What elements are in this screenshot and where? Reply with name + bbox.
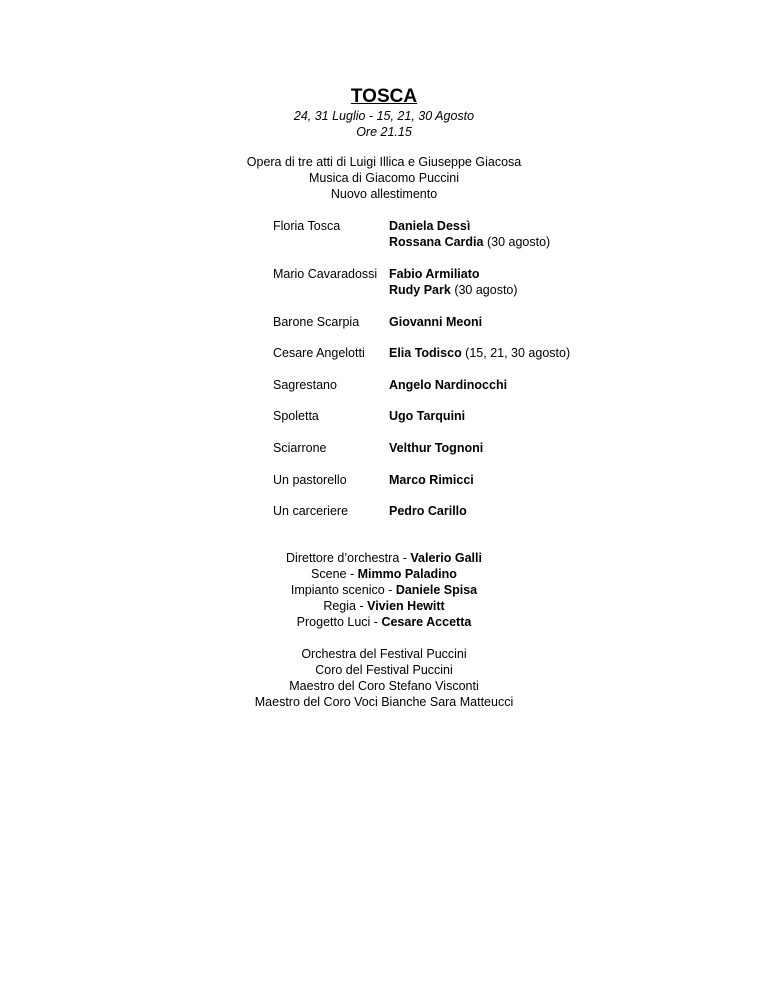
performer-name: Angelo Nardinocchi xyxy=(389,378,508,392)
credit-label: Impianto scenico - xyxy=(290,583,396,597)
performer xyxy=(389,377,653,393)
ensembles xyxy=(0,646,768,710)
performance-dates: 24, 31 Luglio - 15, 21, 30 Agosto xyxy=(293,109,475,123)
performer-list xyxy=(389,440,653,456)
performance-schedule xyxy=(0,108,768,140)
performer-list xyxy=(389,408,653,424)
role-name: Spoletta xyxy=(273,409,319,423)
performer-list xyxy=(389,472,653,488)
credit-conductor xyxy=(0,550,768,566)
page-title: TOSCA xyxy=(350,86,418,107)
credit-label: Regia - xyxy=(323,599,368,613)
performer-name: Elia Todisco xyxy=(389,346,462,360)
performer-list xyxy=(389,503,653,519)
credit-name: Vivien Hewitt xyxy=(367,599,445,613)
role-name: Cesare Angelotti xyxy=(273,346,365,360)
cast-row-un-carceriere xyxy=(273,503,653,535)
performer-name: Pedro Carillo xyxy=(389,504,467,518)
credit-sets xyxy=(0,566,768,582)
performer-list xyxy=(389,377,653,393)
performer-name: Giovanni Meoni xyxy=(389,315,483,329)
performance-time: Ore 21.15 xyxy=(356,125,412,139)
cast-row-mario-cavaradossi xyxy=(273,266,653,298)
performer xyxy=(389,440,653,456)
performer-note: (15, 21, 30 agosto) xyxy=(461,346,571,360)
opera-librettists: Opera di tre atti di Luigi Illica e Giuseppe Giacosa xyxy=(246,155,522,169)
opera-info xyxy=(0,154,768,202)
credit-name: Mimmo Paladino xyxy=(357,567,457,581)
performer xyxy=(389,472,653,488)
cast-row-spoletta xyxy=(273,408,653,440)
credit-director xyxy=(0,598,768,614)
role-name: Un carceriere xyxy=(273,504,349,518)
performer xyxy=(389,314,653,330)
ensemble-childrens-choir-master: Maestro del Coro Voci Bianche Sara Matteucci xyxy=(254,695,514,709)
ensemble-choir: Coro del Festival Puccini xyxy=(315,663,453,677)
role-name: Un pastorello xyxy=(273,473,347,487)
performer-list xyxy=(389,314,653,330)
cast-row-sagrestano xyxy=(273,377,653,409)
performer xyxy=(389,234,653,250)
performer-name: Rossana Cardia xyxy=(389,235,484,249)
performer xyxy=(389,408,653,424)
performer-note: (30 agosto) xyxy=(483,235,551,249)
opera-production: Nuovo allestimento xyxy=(330,187,438,201)
cast-row-sciarrone xyxy=(273,440,653,472)
performer xyxy=(389,218,653,234)
role-name: Floria Tosca xyxy=(273,219,341,233)
performer-name: Marco Rimicci xyxy=(389,473,474,487)
performer-list xyxy=(389,266,653,298)
credit-label: Direttore d’orchestra - xyxy=(286,551,411,565)
performer-list xyxy=(389,218,653,250)
cast-row-un-pastorello xyxy=(273,472,653,504)
performer-name: Daniela Dessì xyxy=(389,219,471,233)
credit-label: Progetto Luci - xyxy=(296,615,382,629)
credit-name: Valerio Galli xyxy=(410,551,482,565)
cast-row-cesare-angelotti xyxy=(273,345,653,377)
cast-row-floria-tosca xyxy=(273,218,653,250)
performer-list xyxy=(389,345,653,361)
role-name: Sagrestano xyxy=(273,378,337,392)
credit-name: Cesare Accetta xyxy=(381,615,472,629)
ensemble-choir-master: Maestro del Coro Stefano Visconti xyxy=(289,679,479,693)
performer-name: Ugo Tarquini xyxy=(389,409,466,423)
credit-name: Daniele Spisa xyxy=(395,583,478,597)
production-credits xyxy=(0,550,768,630)
role-name: Barone Scarpia xyxy=(273,315,360,329)
performer-name: Fabio Armiliato xyxy=(389,267,480,281)
performer xyxy=(389,266,653,282)
credit-label: Scene - xyxy=(311,567,358,581)
ensemble-orchestra: Orchestra del Festival Puccini xyxy=(301,647,467,661)
credit-lighting xyxy=(0,614,768,630)
performer xyxy=(389,345,653,361)
performer-name: Velthur Tognoni xyxy=(389,441,484,455)
cast-row-barone-scarpia xyxy=(273,314,653,346)
opera-composer: Musica di Giacomo Puccini xyxy=(308,171,460,185)
performer xyxy=(389,282,653,298)
role-name: Sciarrone xyxy=(273,441,327,455)
performer xyxy=(389,503,653,519)
performer-name: Rudy Park xyxy=(389,283,451,297)
credit-stage-setup xyxy=(0,582,768,598)
role-name: Mario Cavaradossi xyxy=(273,267,378,281)
performer-note: (30 agosto) xyxy=(450,283,518,297)
